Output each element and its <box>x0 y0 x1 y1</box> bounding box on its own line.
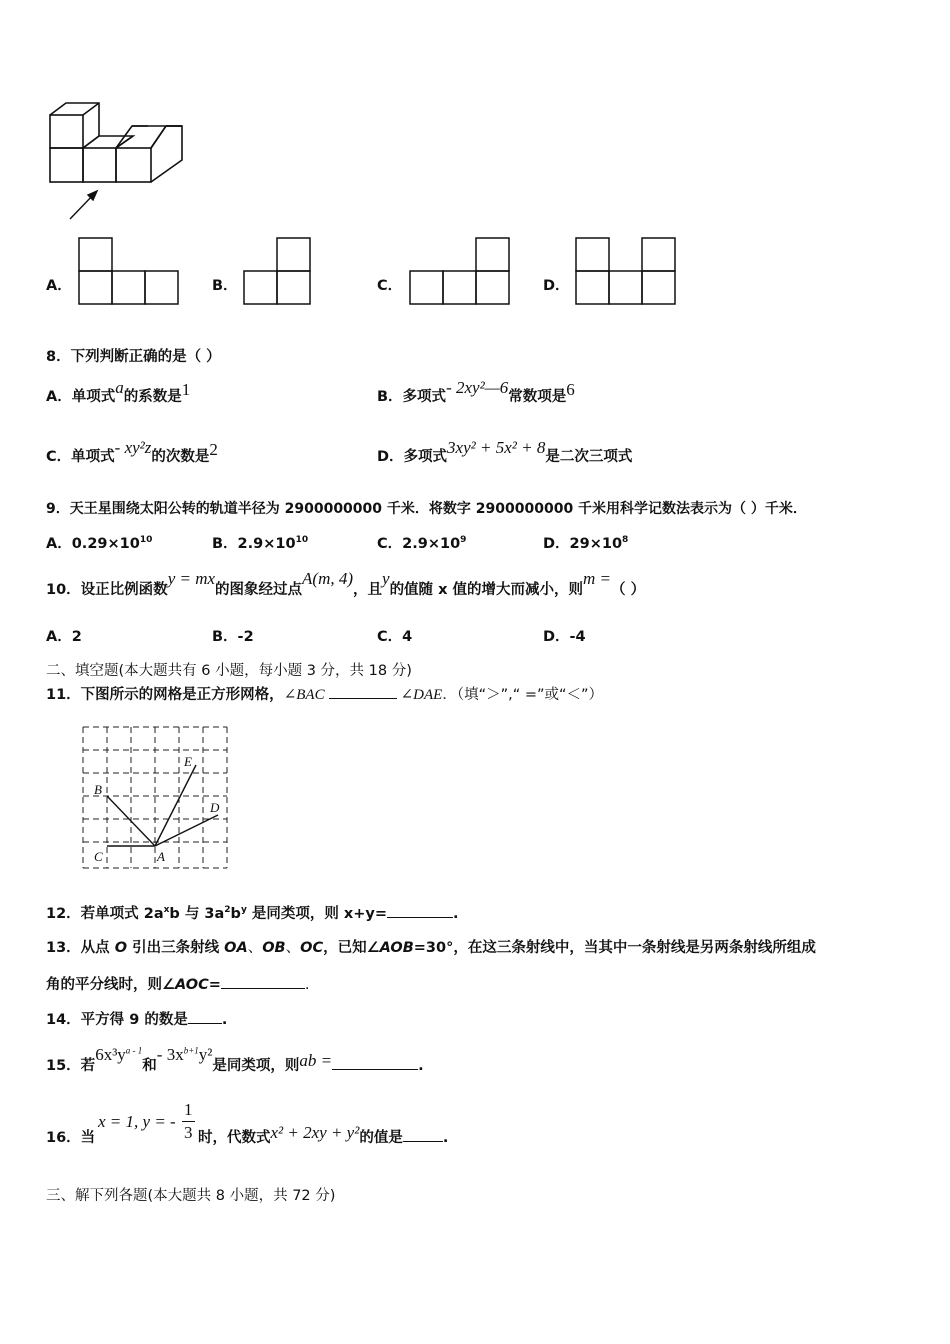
q12-mid2: b <box>230 906 241 922</box>
q7-option-d-label[interactable]: D． <box>543 278 570 294</box>
q10-option-a[interactable]: A．2 <box>46 629 82 645</box>
q9-c-label: C．2.9×10 <box>377 536 461 552</box>
q8-a-mid: 的系数是 <box>123 389 182 405</box>
q15-pre: 15．若 <box>46 1058 96 1074</box>
q13-pre: 13．从点 <box>46 940 115 956</box>
q16-fraction-den: 3 <box>184 1123 193 1142</box>
q12-end: . <box>453 906 459 922</box>
q16-expr: x² + 2xy + y² <box>270 1123 360 1142</box>
q16-fraction-bar <box>182 1121 195 1122</box>
q13-ray-oc: OC <box>300 940 324 956</box>
q16-condition: x = 1, y = - <box>98 1112 176 1131</box>
q13-sep2: 、 <box>285 940 301 956</box>
q16-rest <box>198 1123 449 1147</box>
q15-mid: 是同类项，则 <box>212 1058 300 1074</box>
q8-a-val: 1 <box>181 380 191 399</box>
q10-end: （ ） <box>611 582 646 598</box>
q13-point-o: O <box>114 940 128 956</box>
q10-pre: 10．设正比例函数 <box>46 582 168 598</box>
q13-angle-aoc: AOC <box>175 977 209 993</box>
q11-answer-blank[interactable] <box>329 684 397 699</box>
section-2-title: 二、填空题(本大题共有 6 小题，每小题 3 分，共 18 分) <box>46 663 412 679</box>
q16-prefix: 16．当 <box>46 1130 96 1146</box>
q8-c-pre: C．单项式 <box>46 449 115 465</box>
q15-answer-blank[interactable] <box>332 1055 418 1070</box>
q9-d-label: D．29×10 <box>543 536 623 552</box>
q8-option-c[interactable] <box>46 438 218 466</box>
q15-term1: 6x³y <box>95 1045 126 1064</box>
q12-mid1: b 与 3a <box>169 906 225 922</box>
q9-option-c[interactable] <box>377 532 466 553</box>
q13-ray-oa: OA <box>224 940 248 956</box>
q16-mid: 时，代数式 <box>198 1130 271 1146</box>
q8-option-d[interactable] <box>377 438 633 466</box>
q14-answer-blank[interactable] <box>188 1009 222 1024</box>
q9-c-exp: 9 <box>460 535 467 546</box>
q9-option-a[interactable] <box>46 532 152 553</box>
q8-d-pre: D．多项式 <box>377 449 448 465</box>
q15-term2-exp: b+1 <box>183 1045 199 1056</box>
q15-term2-y: y² <box>198 1045 213 1064</box>
q10-mid3: 的值随 x 值的增大而减小，则 <box>389 582 584 598</box>
q11-angle-dae: ∠DAE <box>400 687 443 703</box>
q15-ask: ab = <box>299 1051 333 1070</box>
q10-func: y = mx <box>167 569 216 588</box>
q10-mid2: ，且 <box>353 582 383 598</box>
q14-end: . <box>221 1012 228 1028</box>
q11-grid-figure <box>80 725 240 875</box>
q10-option-b[interactable]: B．-2 <box>212 629 254 645</box>
q8-option-a[interactable] <box>46 378 191 406</box>
q8-d-expr: 3xy² + 5x² + 8 <box>447 438 546 457</box>
q12-exp-y: y <box>240 905 247 916</box>
q8-a-expr: a <box>115 378 124 397</box>
grid-label-c: C <box>94 849 103 864</box>
q9-d-exp: 8 <box>622 535 629 546</box>
q11-post: ．（填“＞”,“ =”或“＜”） <box>442 687 604 703</box>
q15-and: 和 <box>142 1058 157 1074</box>
q12-post: 是同类项，则 x+y= <box>246 906 388 922</box>
q15-term1-exp: a - 1 <box>125 1045 143 1056</box>
q15-term2: - 3x <box>156 1045 184 1064</box>
q8-b-mid: 常数项是 <box>508 389 567 405</box>
q7-option-b-figure <box>243 237 323 307</box>
q8-stem: 8．下列判断正确的是（ ） <box>46 349 221 365</box>
q9-option-b[interactable] <box>212 532 308 553</box>
grid-label-b: B <box>94 782 102 797</box>
q7-option-c-figure <box>409 237 519 307</box>
q16-answer-blank[interactable] <box>403 1127 443 1142</box>
q13-end: . <box>304 977 310 993</box>
q11-stem <box>46 683 603 704</box>
q11-angle-bac: ∠BAC <box>283 687 325 703</box>
q12-exp-x: x <box>163 905 170 916</box>
q11-pre: 11．下图所示的网格是正方形网格， <box>46 687 284 703</box>
q16-post: 的值是 <box>359 1130 403 1146</box>
q13-ray-ob: OB <box>262 940 286 956</box>
q8-c-val: 2 <box>209 440 218 459</box>
q8-option-b[interactable] <box>377 378 575 406</box>
q13-line1 <box>46 936 816 957</box>
grid-label-a: A <box>157 849 165 864</box>
q7-option-d-figure <box>575 237 685 307</box>
q13-angle-aob: AOB <box>379 940 414 956</box>
q10-stem <box>46 569 646 599</box>
q13-line2-pre: 角的平分线时，则∠ <box>46 977 175 993</box>
q13-mid: 引出三条射线 <box>127 940 225 956</box>
q13-answer-blank[interactable] <box>221 974 305 989</box>
q9-a-exp: 10 <box>139 535 153 546</box>
q9-stem: 9．天王星围绕太阳公转的轨道半径为 2900000000 千米．将数字 2900000000 千米用科学记数法表示为（ ）千米． <box>46 501 807 517</box>
q12-stem <box>46 902 459 923</box>
q9-b-label: B．2.9×10 <box>212 536 296 552</box>
q15-stem <box>46 1045 424 1075</box>
q8-b-val: 6 <box>566 380 575 399</box>
q8-a-pre: A．单项式 <box>46 389 116 405</box>
view-arrow-icon <box>70 191 97 219</box>
q7-option-a-figure <box>78 237 188 307</box>
q12-answer-blank[interactable] <box>387 903 453 918</box>
q13-rest: =30°，在这三条射线中，当其中一条射线是另两条射线所组成 <box>413 940 816 956</box>
q8-c-expr: - xy²z <box>114 438 152 457</box>
q14-stem <box>46 1008 227 1029</box>
q13-line2-post: = <box>208 977 221 993</box>
q10-option-c[interactable]: C．4 <box>377 629 413 645</box>
q8-b-expr: - 2xy²—6 <box>446 378 509 397</box>
q13-sep1: 、 <box>247 940 263 956</box>
grid-label-d: D <box>210 800 220 815</box>
q9-b-exp: 10 <box>295 535 309 546</box>
q8-b-pre: B．多项式 <box>377 389 447 405</box>
q13-known: ，已知∠ <box>323 940 380 956</box>
q9-option-d[interactable] <box>543 532 628 553</box>
q8-c-mid: 的次数是 <box>151 449 210 465</box>
q10-point: A(m, 4) <box>302 569 354 588</box>
q14-text: 14．平方得 9 的数是 <box>46 1012 188 1028</box>
q7-option-a-label[interactable]: A． <box>46 278 72 294</box>
q10-option-d[interactable]: D．-4 <box>543 629 586 645</box>
q16-fraction-num: 1 <box>184 1100 193 1119</box>
q10-ask: m = <box>583 569 612 588</box>
q10-var: y <box>382 569 390 588</box>
section-3-title: 三、解下列各题(本大题共 8 小题，共 72 分) <box>46 1188 336 1204</box>
q7-option-b-label[interactable]: B． <box>212 278 238 294</box>
q12-exp-2: 2 <box>224 905 231 916</box>
grid-label-e: E <box>184 754 192 769</box>
q15-end: . <box>418 1058 424 1074</box>
q8-d-mid: 是二次三项式 <box>545 449 633 465</box>
q13-line2 <box>46 973 310 994</box>
q10-mid: 的图象经过点 <box>215 582 303 598</box>
q12-pre: 12．若单项式 2a <box>46 906 164 922</box>
q16-end: . <box>442 1130 449 1146</box>
q7-option-c-label[interactable]: C． <box>377 278 403 294</box>
q9-a-label: A．0.29×10 <box>46 536 140 552</box>
